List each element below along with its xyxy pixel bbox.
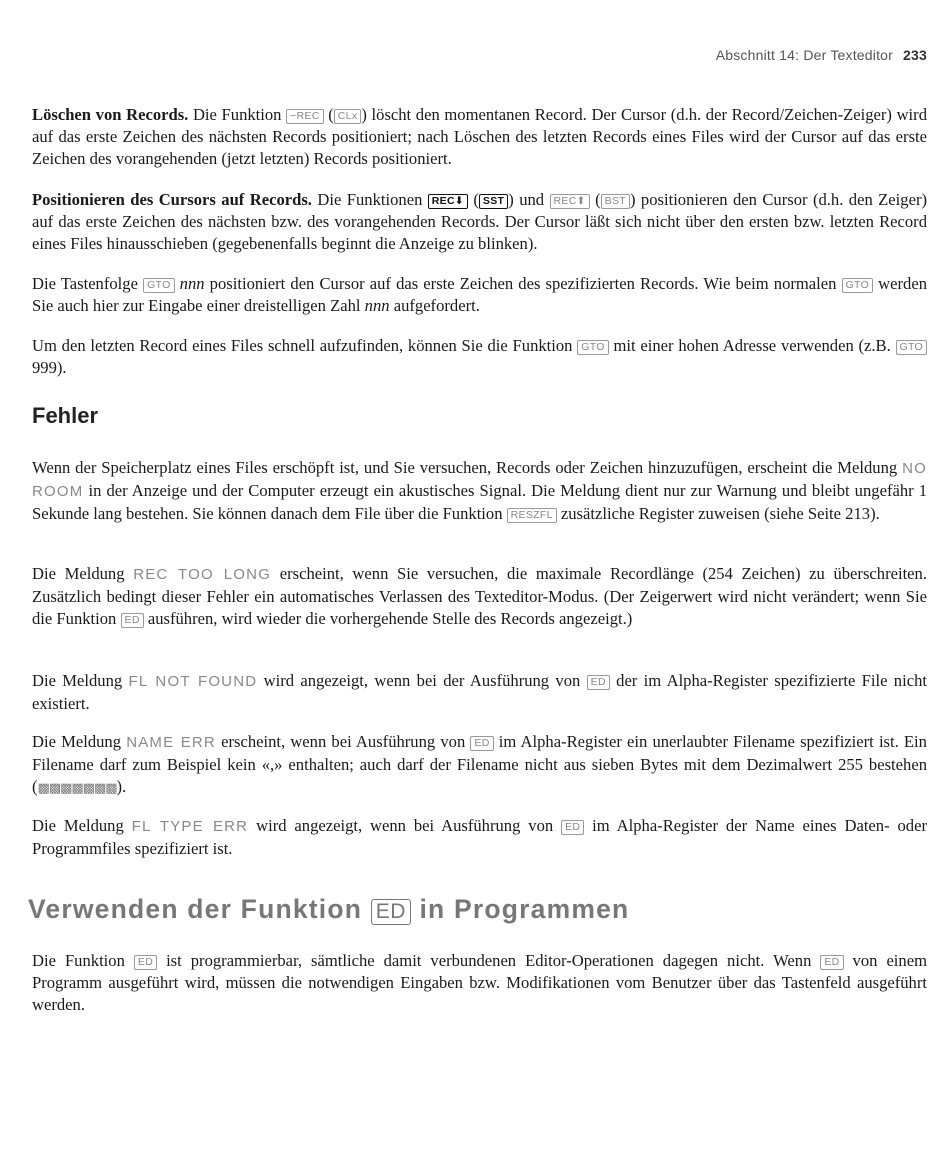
text: Die Funktion — [32, 951, 134, 970]
text: ist programmierbar, sämtliche damit verbundenen Editor-Operationen dagegen nicht. Wenn — [157, 951, 821, 970]
paragraph-last-record — [32, 335, 927, 379]
text: ) und — [508, 190, 550, 209]
byte-255-glyphs: ▩▩▩▩▩▩▩ — [37, 781, 117, 796]
text: erscheint, wenn bei Ausführung von — [215, 732, 471, 751]
text: ) löscht den momentanen Record. Der Cursor (d.h. der Record/Zeichen-Zeiger) wird auf das erste Zeichen des nächsten Records positioniert; nach Löschen des letzten Records eines Files wird der Cursor auf das erste Zeichen des vorangehenden (jetzt letzten) Records positioniert. — [32, 105, 927, 168]
text: der im Alpha-Register spezifizierte File nicht existiert. — [32, 671, 927, 713]
text: Die Tastenfolge — [32, 274, 144, 293]
text: Die Meldung — [32, 732, 127, 751]
nnn-variable: nnn — [364, 296, 390, 315]
text: 999). — [32, 358, 67, 377]
text: Wenn der Speicherplatz eines Files erschöpft ist, und Sie versuchen, Records oder Zeichen hinzuzufügen, erscheint die Meldung — [32, 458, 903, 477]
paragraph-ed-programmable — [32, 950, 927, 1016]
text: in der Anzeige und der Computer erzeugt ein akustisches Signal. Die Meldung dient nur zur Warnung und bleibt ungefähr 1 Sekunde lang bestehen. Sie können danach dem File über die Funktion — [32, 481, 927, 523]
lead-delete-records: Löschen von Records. — [32, 105, 189, 124]
key-ed: ED — [121, 613, 144, 628]
paragraph-fl-type-err — [32, 815, 927, 860]
paragraph-fl-not-found — [32, 670, 927, 715]
text: ( — [589, 190, 601, 209]
key-ed: ED — [561, 820, 584, 835]
message-fl-not-found: FL NOT FOUND — [128, 673, 258, 690]
text: ausführen, wird wieder die vorhergehende Stelle des Records angezeigt.) — [143, 609, 633, 628]
text: Die Funktionen — [311, 190, 428, 209]
key-ed: ED — [820, 955, 843, 970]
key-bst: BST — [601, 194, 630, 209]
key-gto: GTO — [896, 340, 927, 355]
key-ed: ED — [371, 899, 411, 925]
text: aufgefordert. — [389, 296, 480, 315]
key-ed: ED — [470, 736, 493, 751]
key-rec-delete: −REC — [286, 109, 324, 124]
key-ed: ED — [587, 675, 610, 690]
text: mit einer hohen Adresse verwenden (z.B. — [608, 336, 896, 355]
paragraph-no-room — [32, 457, 927, 525]
paragraph-gto-sequence — [32, 273, 927, 317]
message-name-err: NAME ERR — [126, 734, 216, 751]
text: Die Funktion — [188, 105, 287, 124]
text: wird angezeigt, wenn bei der Ausführung von — [257, 671, 587, 690]
key-clx: CLx — [334, 109, 362, 124]
key-rec-up: REC⬆ — [550, 194, 590, 209]
paragraph-name-err — [32, 731, 927, 800]
key-gto: GTO — [577, 340, 608, 355]
key-ed: ED — [134, 955, 157, 970]
lead-position-records: Positionieren des Cursors auf Records. — [32, 190, 312, 209]
text: ). — [116, 777, 127, 796]
key-reszfl: RESZFL — [507, 508, 557, 523]
paragraph-rec-too-long — [32, 563, 927, 630]
section-heading-fehler: Fehler — [32, 403, 99, 428]
heading-text: Verwenden der Funktion — [28, 894, 371, 924]
page-number: 233 — [903, 47, 927, 63]
text: Um den letzten Record eines Files schnell aufzufinden, können Sie die Funktion — [32, 336, 578, 355]
section-heading-programs — [28, 894, 629, 925]
text: wird angezeigt, wenn bei Ausführung von — [248, 816, 562, 835]
text: Die Meldung — [32, 564, 134, 583]
nnn-variable: nnn — [179, 274, 205, 293]
text: ( — [323, 105, 334, 124]
key-gto: GTO — [143, 278, 174, 293]
key-gto: GTO — [842, 278, 873, 293]
message-rec-too-long: REC TOO LONG — [133, 566, 272, 583]
text: werden Sie auch hier zur Eingabe einer dreistelligen Zahl — [32, 274, 928, 315]
message-fl-type-err: FL TYPE ERR — [131, 818, 249, 835]
text: von einem Programm ausgeführt wird, müssen die notwendigen Eingaben bzw. Modifikationen vom Benutzer über das Tastenfeld ausgeführt werden. — [32, 951, 927, 1014]
message-no-room: NO ROOM — [32, 460, 927, 500]
text: Die Meldung — [32, 816, 132, 835]
text: ) positionieren den Cursor (d.h. den Zeiger) auf das erste Zeichen des nächsten bzw. des vorangehenden Records. Der Cursor läßt sich nicht über den ersten bzw. letzten Record eines Files hinausschieben (gegebenenfalls beginnt die Anzeige zu blinken). — [32, 190, 927, 253]
chapter-title: Abschnitt 14: Der Texteditor — [715, 47, 894, 63]
text: im Alpha-Register ein unerlaubter Filename spezifiziert ist. Ein Filename darf zum Beispiel kein «,» enthalten; auch darf der Filename nicht aus sieben Bytes mit dem Dezimalwert 255 bestehen ( — [32, 732, 927, 796]
text: positioniert den Cursor auf das erste Zeichen des spezifizierten Records. Wie beim normalen — [204, 274, 842, 293]
key-sst: SST — [479, 194, 508, 209]
running-header — [716, 47, 927, 63]
paragraph-position-records — [32, 189, 927, 255]
key-rec-down: REC⬇ — [428, 194, 468, 209]
text: Die Meldung — [32, 671, 129, 690]
text: ( — [467, 190, 479, 209]
paragraph-delete-records — [32, 104, 927, 170]
text: im Alpha-Register der Name eines Daten- oder Programmfiles spezifiziert ist. — [32, 816, 927, 858]
text: erscheint, wenn Sie versuchen, die maximale Recordlänge (254 Zeichen) zu überschreiten. Zusätzlich bedingt dieser Fehler ein automatisches Verlassen des Texteditor-Modus. (Der Zeigerwert wird nicht verändert; wenn Sie die Funktion — [32, 564, 927, 628]
heading-text: in Programmen — [410, 894, 630, 924]
text: zusätzliche Register zuweisen (siehe Seite 213). — [556, 504, 880, 523]
